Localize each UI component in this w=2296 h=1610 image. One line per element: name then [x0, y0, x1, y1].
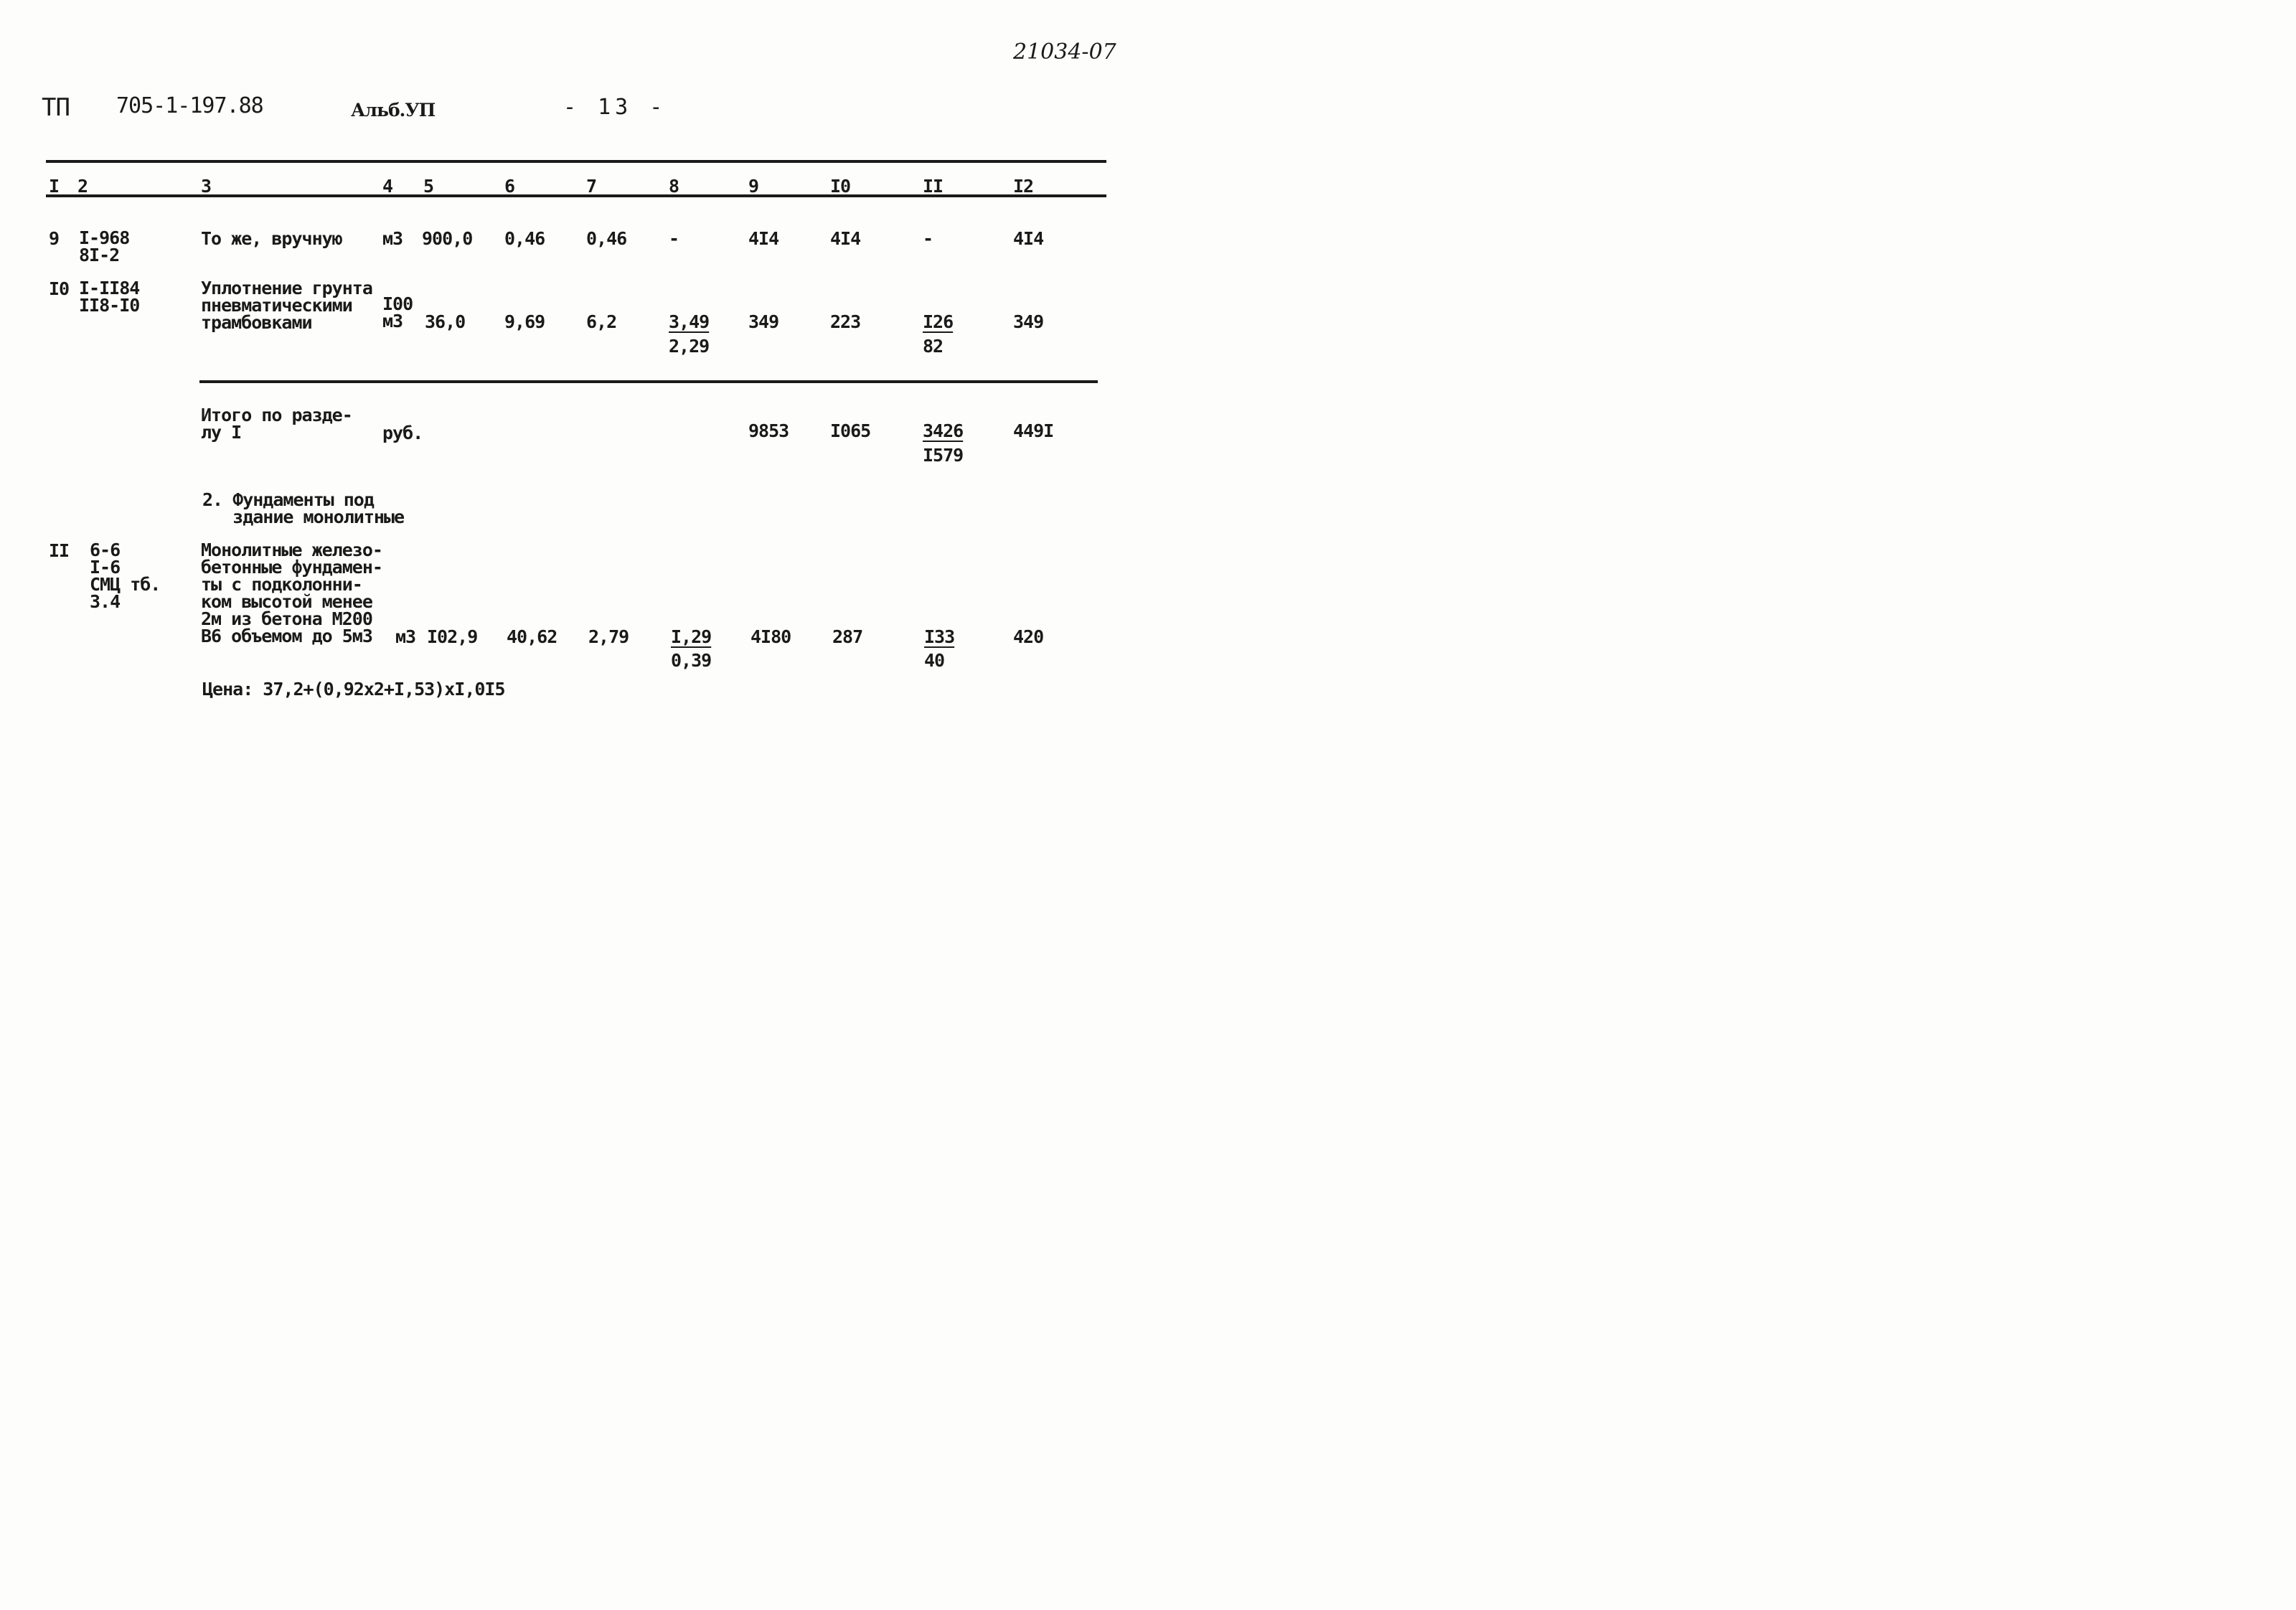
col-12-value: 420 — [1013, 626, 1044, 647]
album-number: Альб.УП — [351, 100, 436, 121]
col-11-value: - — [923, 228, 933, 249]
col-8-denominator: 0,39 — [671, 650, 712, 671]
col-10-value: 4I4 — [830, 228, 861, 249]
col-9-header: 9 — [748, 176, 759, 197]
col-11-denominator: I579 — [923, 445, 964, 466]
col-8-numerator: I,29 — [671, 626, 712, 647]
col-12-value: 4I4 — [1013, 228, 1044, 249]
col-8-value: - — [669, 228, 679, 249]
col-7-value: 0,46 — [586, 228, 627, 249]
resource-code: 6-6 I-6 СМЦ тб. 3.4 — [90, 540, 161, 612]
col-7-header: 7 — [586, 176, 597, 197]
col-9-value: 9853 — [748, 420, 789, 441]
col-11-denominator: 40 — [924, 650, 945, 671]
unit: I00 м3 — [382, 293, 413, 331]
project-code: 705-1-197.88 — [116, 93, 263, 118]
unit: м3 — [382, 228, 403, 249]
col-2-header: 2 — [77, 176, 88, 197]
col-9-value: 4I80 — [751, 626, 791, 647]
archive-stamp-number: 21034-07 — [1013, 39, 1116, 65]
resource-code: I-II84 II8-I0 — [79, 278, 140, 316]
unit: м3 — [395, 626, 416, 647]
col-11-numerator: I33 — [924, 626, 955, 647]
col-6-value: 40,62 — [507, 626, 557, 647]
col-10-value: I065 — [830, 420, 871, 441]
col-12-value: 449I — [1013, 420, 1054, 441]
quantity: I02,9 — [427, 626, 478, 647]
doc-type: ТП — [42, 93, 70, 122]
col-9-value: 4I4 — [748, 228, 779, 249]
header-bottom-rule — [46, 194, 1106, 197]
price-formula: Цена: 37,2+(0,92х2+I,53)хI,0I5 — [202, 679, 505, 700]
col-10-header: I0 — [830, 176, 851, 197]
section-title: 2. Фундаменты под здание монолитные — [202, 489, 405, 527]
col-8-denominator: 2,29 — [669, 336, 710, 357]
col-10-value: 287 — [832, 626, 863, 647]
col-9-value: 349 — [748, 311, 779, 332]
row-number: I0 — [49, 278, 70, 299]
col-10-value: 223 — [830, 311, 861, 332]
unit: руб. — [382, 423, 423, 443]
col-7-value: 2,79 — [588, 626, 629, 647]
work-description: Уплотнение грунта пневматическими трамбовками — [201, 278, 372, 333]
col-6-header: 6 — [504, 176, 515, 197]
quantity: 900,0 — [422, 228, 473, 249]
col-11-numerator: I26 — [923, 311, 954, 332]
col-12-header: I2 — [1013, 176, 1034, 197]
resource-code: I-968 8I-2 — [79, 227, 130, 265]
col-11-header: II — [923, 176, 944, 197]
table-top-rule — [46, 160, 1106, 163]
work-description: То же, вручную — [201, 228, 342, 249]
total-label: Итого по разде- лу I — [201, 405, 352, 443]
page-number: - 13 - — [563, 95, 667, 120]
col-3-header: 3 — [201, 176, 212, 197]
col-5-header: 5 — [423, 176, 434, 197]
col-1-header: I — [49, 176, 60, 197]
col-11-denominator: 82 — [923, 336, 944, 357]
col-7-value: 6,2 — [586, 311, 617, 332]
subtotal-rule — [199, 380, 1098, 383]
quantity: 36,0 — [425, 311, 466, 332]
col-8-numerator: 3,49 — [669, 311, 710, 332]
work-description: Монолитные железо- бетонные фундамен- ты с подколонни- ком высотой менее 2м из бетона М200 В6 объемом до 5м3 — [201, 540, 382, 646]
col-11-numerator: 3426 — [923, 420, 964, 441]
col-12-value: 349 — [1013, 311, 1044, 332]
col-8-header: 8 — [669, 176, 679, 197]
col-6-value: 9,69 — [504, 311, 545, 332]
row-number: 9 — [49, 228, 60, 249]
row-number: II — [49, 540, 70, 561]
col-4-header: 4 — [382, 176, 393, 197]
col-6-value: 0,46 — [504, 228, 545, 249]
